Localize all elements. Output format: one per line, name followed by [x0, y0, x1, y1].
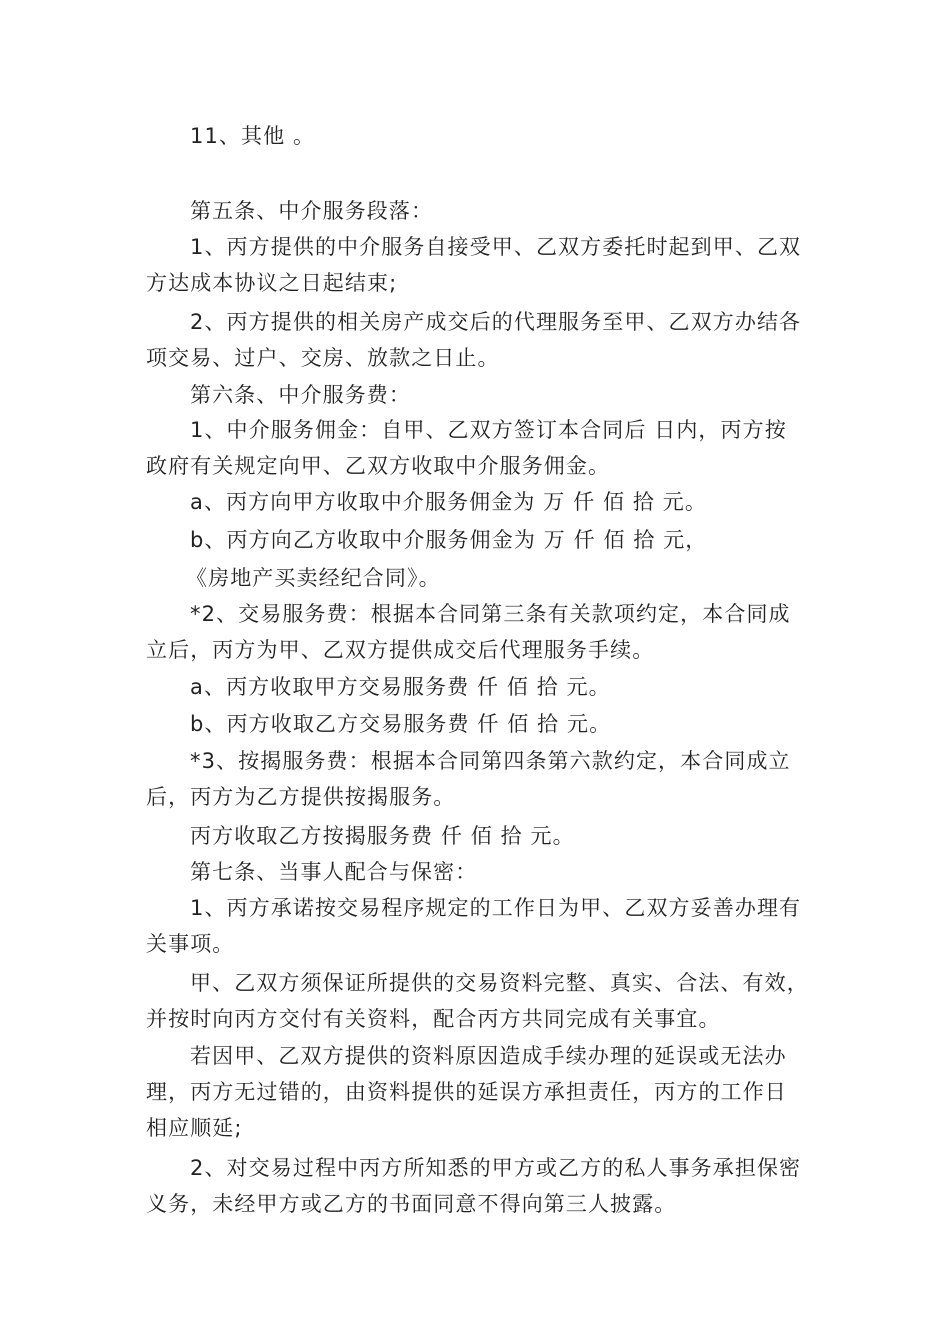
- text-line: 理，丙方无过错的，由资料提供的延误方承担责任，丙方的工作日: [146, 1080, 787, 1104]
- contract-name-line: [146, 560, 812, 596]
- text-line: *3、按揭服务费：根据本合同第四条第六款约定，本合同成立: [190, 749, 791, 773]
- text-line: a、丙方向甲方收取中介服务佣金为 万 仟 佰 拾 元。: [190, 490, 707, 514]
- text-line: 后，丙方为乙方提供按揭服务。: [146, 785, 456, 809]
- article-5-item-2: [146, 304, 812, 376]
- article-6-heading: [146, 377, 812, 413]
- article-7-item-1: [146, 890, 812, 962]
- text-line: 第五条、中介服务段落：: [190, 199, 434, 223]
- article-6-item-2: [146, 596, 812, 668]
- text-line: 2、对交易过程中丙方所知悉的甲方或乙方的私人事务承担保密: [190, 1156, 802, 1180]
- article-7-heading: [146, 854, 812, 890]
- text-line: 政府有关规定向甲、乙双方收取中介服务佣金。: [146, 454, 611, 478]
- text-line: b、丙方向乙方收取中介服务佣金为 万 仟 佰 拾 元，: [190, 528, 708, 552]
- article-6-item-3: [146, 743, 812, 815]
- text-line: a、丙方收取甲方交易服务费 仟 佰 拾 元。: [190, 675, 611, 699]
- article-6-item-1: [146, 412, 812, 484]
- text-line: *2、交易服务费：根据本合同第三条有关款项约定，本合同成: [190, 602, 791, 626]
- text-line: 1、中介服务佣金：自甲、乙双方签订本合同后 日内，丙方按: [190, 418, 787, 442]
- article-7-delay-liability: [146, 1038, 812, 1146]
- text-line: 项交易、过户、交房、放款之日止。: [146, 346, 500, 370]
- text-line: 立后，丙方为甲、乙双方提供成交后代理服务手续。: [146, 638, 655, 662]
- article-6-item-1a: [146, 484, 812, 520]
- article-5-heading: [146, 193, 812, 229]
- article-7-item-2: [146, 1150, 812, 1222]
- text-line: 若因甲、乙双方提供的资料原因造成手续办理的延误或无法办: [190, 1044, 787, 1068]
- text-line: 1、丙方提供的中介服务自接受甲、乙双方委托时起到甲、乙双: [190, 235, 802, 259]
- text-line: 第七条、当事人配合与保密：: [190, 860, 478, 884]
- article-6-item-2b: [146, 706, 812, 742]
- text-line: 11、其他 。: [190, 124, 316, 148]
- text-line: 义务，未经甲方或乙方的书面同意不得向第三人披露。: [146, 1192, 677, 1216]
- text-line: 甲、乙双方须保证所提供的交易资料完整、真实、合法、有效，: [190, 971, 809, 995]
- text-line: 1、丙方承诺按交易程序规定的工作日为甲、乙双方妥善办理有: [190, 896, 802, 920]
- article-5-item-1: [146, 229, 812, 301]
- text-line: b、丙方收取乙方交易服务费 仟 佰 拾 元。: [190, 712, 612, 736]
- text-line: 并按时向丙方交付有关资料，配合丙方共同完成有关事宜。: [146, 1007, 721, 1031]
- article-7-parties-guarantee: [146, 965, 812, 1037]
- article-6-item-3-fee: [146, 818, 812, 854]
- article-6-item-1b: [146, 522, 812, 558]
- text-line: 关事项。: [146, 932, 235, 956]
- text-line: 第六条、中介服务费：: [190, 383, 411, 407]
- text-line: 相应顺延;: [146, 1116, 243, 1140]
- text-line: 2、丙方提供的相关房产成交后的代理服务至甲、乙双方办结各: [190, 310, 802, 334]
- text-line: 丙方收取乙方按揭服务费 仟 佰 拾 元。: [190, 824, 575, 848]
- text-line: 《房地产买卖经纪合同》。: [186, 566, 441, 590]
- article-6-item-2a: [146, 669, 812, 705]
- text-line: 方达成本协议之日起结束;: [146, 271, 398, 295]
- clause-item-11: [146, 118, 812, 154]
